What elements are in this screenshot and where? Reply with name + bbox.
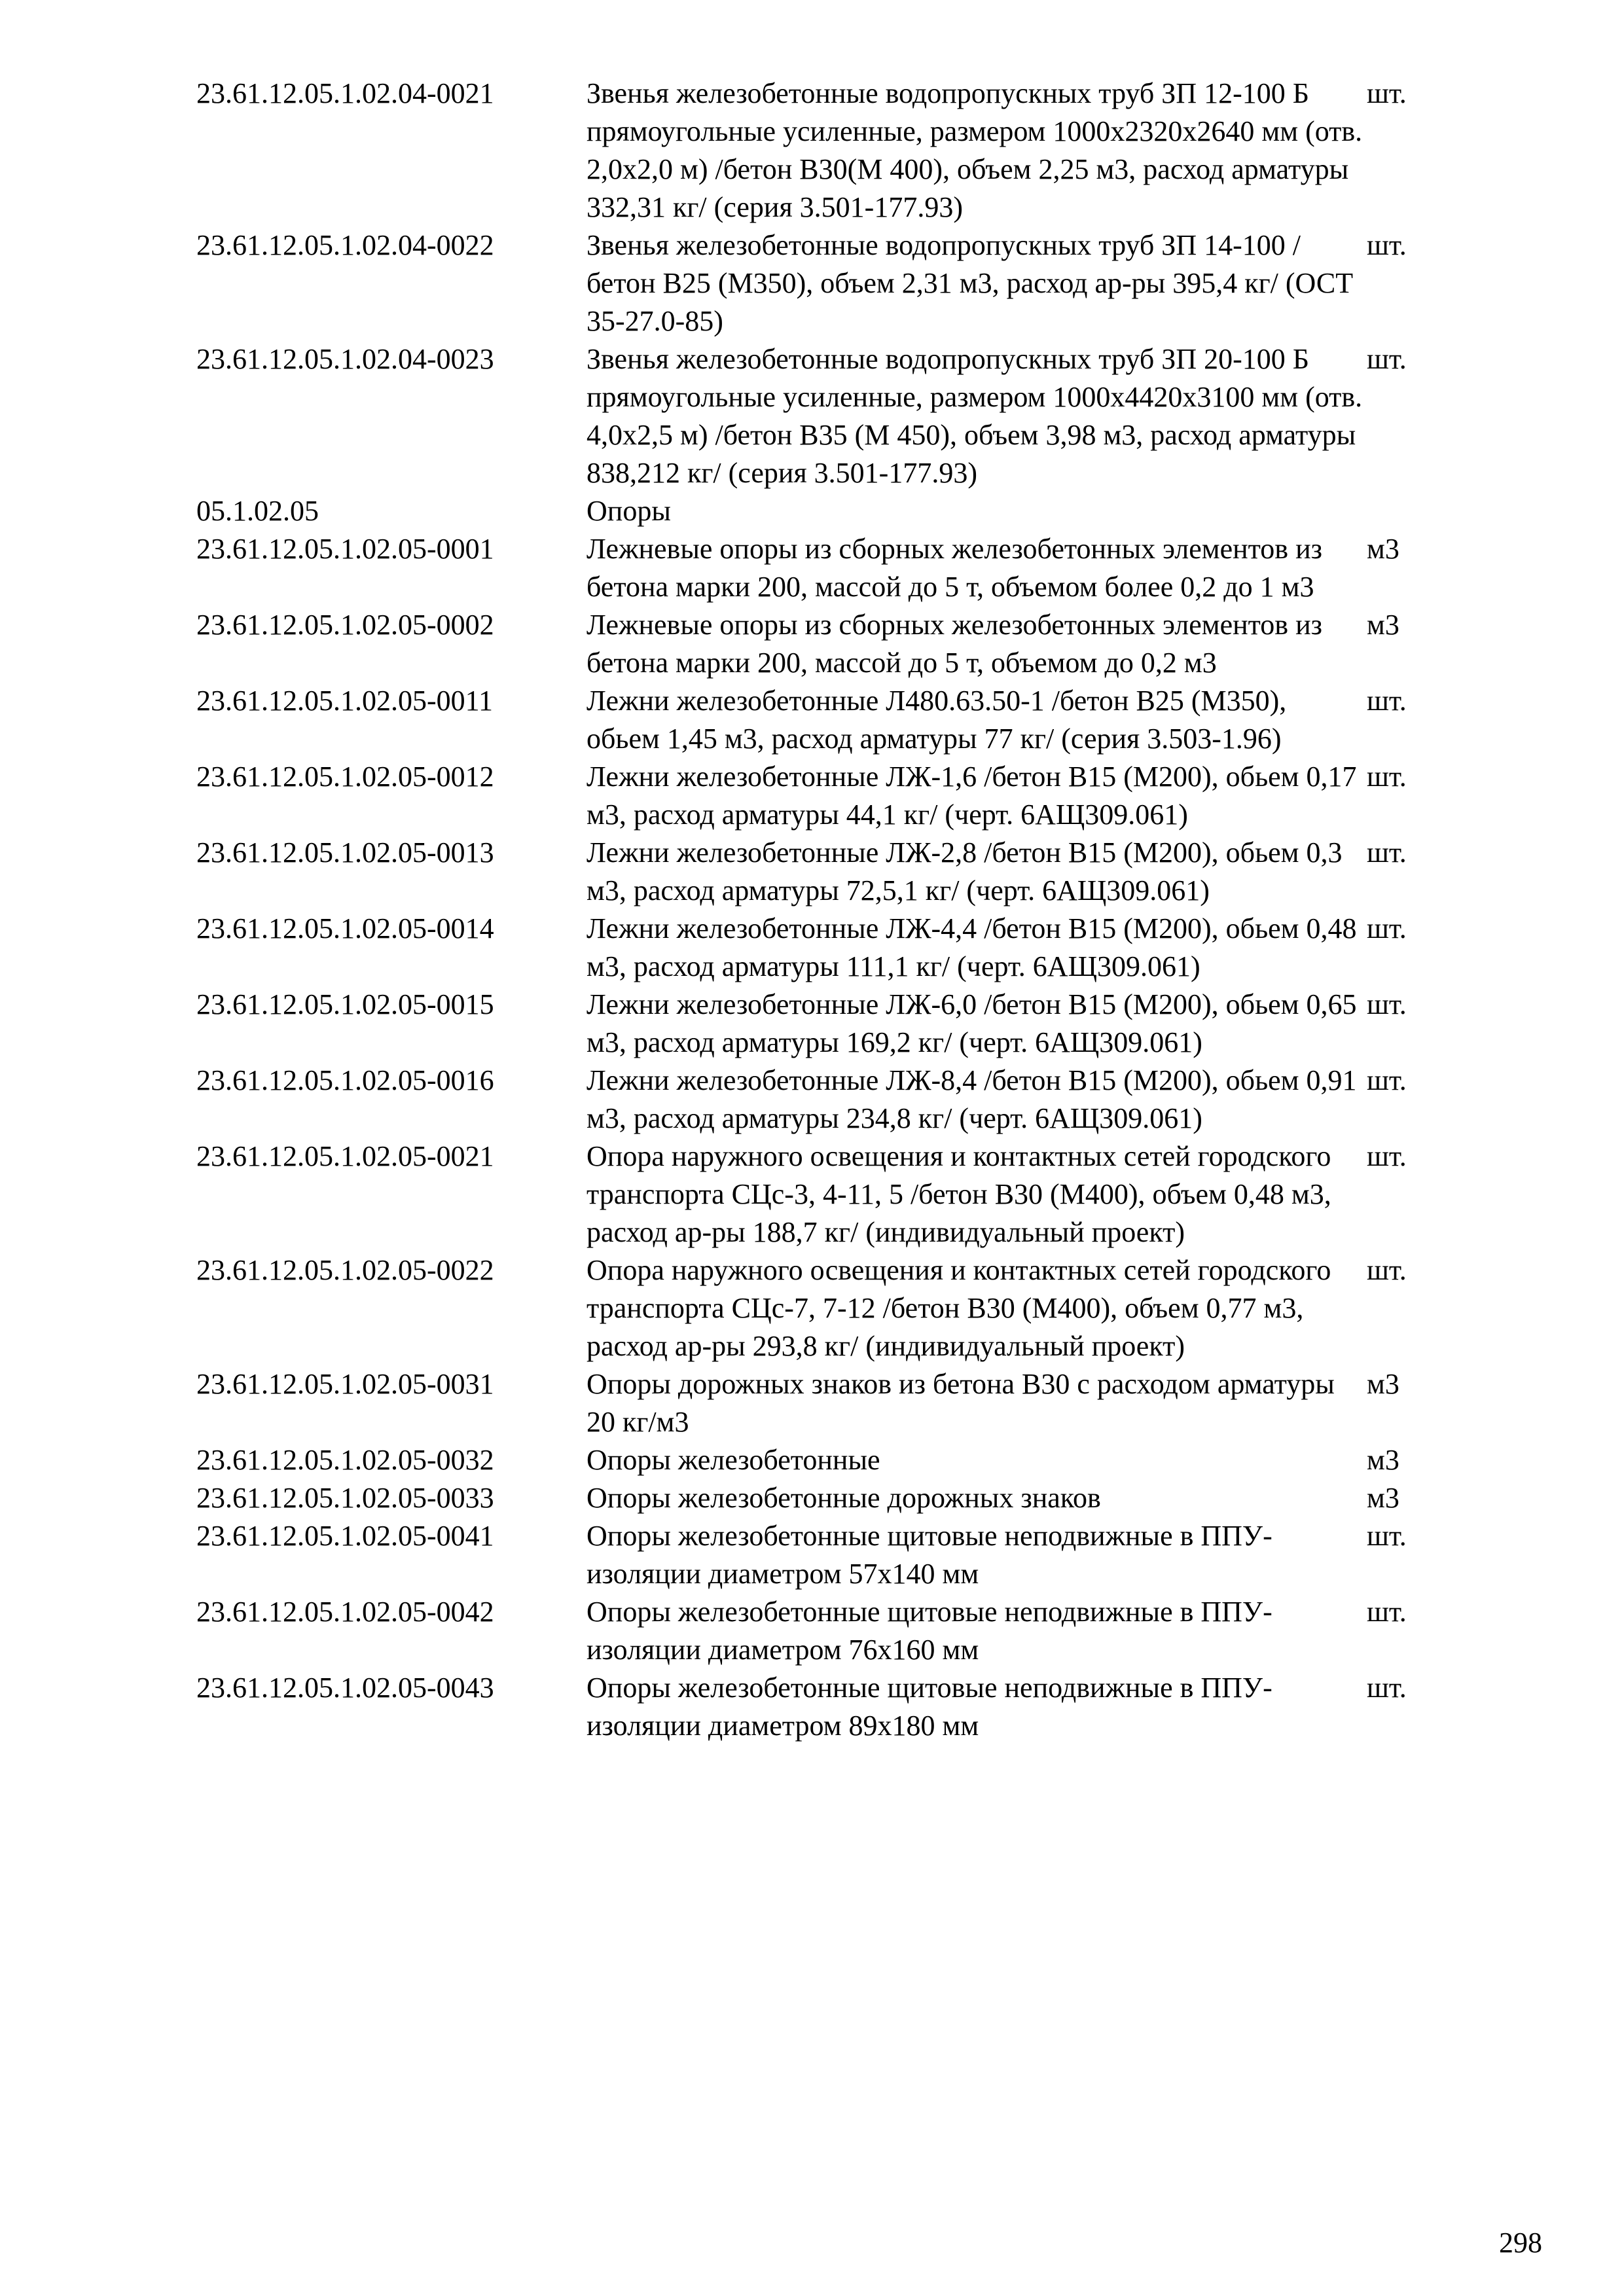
item-code: 23.61.12.05.1.02.05-0031 [196, 1368, 494, 1400]
page-number: 298 [1499, 2227, 1542, 2259]
table-row [196, 75, 1440, 226]
item-description: Лежневые опоры из сборных железобетонных элементов из бетона марки 200, массой до 5 т, объемом до 0,2 м3 [586, 609, 1322, 679]
item-code: 23.61.12.05.1.02.04-0022 [196, 229, 494, 261]
table-row [196, 606, 1440, 682]
item-unit: шт. [1367, 1254, 1407, 1286]
table-row [196, 834, 1440, 910]
item-unit: шт. [1367, 1140, 1407, 1172]
table-row [196, 1062, 1440, 1138]
table-row [196, 682, 1440, 758]
item-code: 23.61.12.05.1.02.04-0023 [196, 343, 494, 375]
item-code: 23.61.12.05.1.02.05-0041 [196, 1520, 494, 1552]
item-code: 23.61.12.05.1.02.05-0042 [196, 1596, 494, 1628]
item-code: 23.61.12.05.1.02.05-0015 [196, 988, 494, 1020]
table-row [196, 1251, 1440, 1365]
item-code: 23.61.12.05.1.02.05-0013 [196, 836, 494, 869]
item-unit: м3 [1367, 1368, 1399, 1400]
section-heading-row [196, 492, 1440, 530]
item-code: 23.61.12.05.1.02.05-0043 [196, 1672, 494, 1704]
item-code: 23.61.12.05.1.02.05-0032 [196, 1444, 494, 1476]
table-row [196, 226, 1440, 340]
item-description: Звенья железобетонные водопропускных труб ЗП 14-100 /бетон В25 (М350), объем 2,31 м3, расход ар-ры 395,4 кг/ (ОСТ 35-27.0-85) [586, 229, 1354, 337]
table-row [196, 758, 1440, 834]
item-description: Звенья железобетонные водопропускных труб ЗП 20-100 Б прямоугольные усиленные, размером 1000x4420x3100 мм (отв. 4,0x2,5 м) /бетон В35 (М 450), объем 3,98 м3, расход арматуры 838,212 кг/ (серия 3.501-177.93) [586, 343, 1363, 489]
item-unit: шт. [1367, 229, 1407, 261]
item-code: 23.61.12.05.1.02.05-0001 [196, 533, 494, 565]
item-description: Лежни железобетонные ЛЖ-1,6 /бетон В15 (М200), обьем 0,17 м3, расход арматуры 44,1 кг/ (черт. 6АЩ309.061) [586, 761, 1357, 831]
item-unit: м3 [1367, 1444, 1399, 1476]
item-code: 23.61.12.05.1.02.05-0011 [196, 685, 494, 717]
table-row [196, 1441, 1440, 1479]
item-code: 23.61.12.05.1.02.05-0033 [196, 1482, 494, 1514]
item-unit: шт. [1367, 912, 1407, 944]
item-code: 23.61.12.05.1.02.05-0022 [196, 1254, 494, 1286]
item-unit: шт. [1367, 685, 1407, 717]
item-code: 23.61.12.05.1.02.05-0014 [196, 912, 494, 944]
table-row [196, 1479, 1440, 1517]
table-row [196, 1138, 1440, 1251]
table-row [196, 1669, 1440, 1745]
item-unit: шт. [1367, 836, 1407, 869]
item-code: 23.61.12.05.1.02.05-0016 [196, 1064, 494, 1096]
item-description: Лежни железобетонные ЛЖ-6,0 /бетон В15 (М200), обьем 0,65 м3, расход арматуры 169,2 кг/ (черт. 6АЩ309.061) [586, 988, 1357, 1058]
table-row [196, 986, 1440, 1062]
item-unit: м3 [1367, 609, 1399, 641]
item-unit: м3 [1367, 1482, 1399, 1514]
item-description: Опоры железобетонные [586, 1444, 880, 1476]
item-description: Опоры железобетонные щитовые неподвижные в ППУ-изоляции диаметром 89x180 мм [586, 1672, 1272, 1742]
section-title: Опоры [586, 495, 671, 527]
item-unit: шт. [1367, 1596, 1407, 1628]
item-code: 23.61.12.05.1.02.04-0021 [196, 77, 494, 109]
item-unit: шт. [1367, 761, 1407, 793]
table-row [196, 340, 1440, 492]
table-row [196, 1593, 1440, 1669]
table-row [196, 1365, 1440, 1441]
item-code: 23.61.12.05.1.02.05-0012 [196, 761, 494, 793]
item-unit: шт. [1367, 343, 1407, 375]
price-list-table [196, 75, 1440, 1745]
item-description: Опоры железобетонные дорожных знаков [586, 1482, 1101, 1514]
table-row [196, 910, 1440, 986]
item-description: Опоры железобетонные щитовые неподвижные в ППУ-изоляции диаметром 57x140 мм [586, 1520, 1272, 1590]
table-row [196, 1517, 1440, 1593]
item-description: Опоры дорожных знаков из бетона В30 с расходом арматуры 20 кг/м3 [586, 1368, 1335, 1438]
table-row [196, 530, 1440, 606]
item-unit: м3 [1367, 533, 1399, 565]
item-description: Лежни железобетонные ЛЖ-8,4 /бетон В15 (М200), обьем 0,91 м3, расход арматуры 234,8 кг/ (черт. 6АЩ309.061) [586, 1064, 1357, 1134]
item-description: Лежневые опоры из сборных железобетонных элементов из бетона марки 200, массой до 5 т, объемом более 0,2 до 1 м3 [586, 533, 1322, 603]
item-description: Опора наружного освещения и контактных сетей городского транспорта СЦс-3, 4-11, 5 /бетон В30 (М400), объем 0,48 м3, расход ар-ры 188,7 кг/ (индивидуальный проект) [586, 1140, 1331, 1248]
item-description: Лежни железобетонные Л480.63.50-1 /бетон В25 (М350), обьем 1,45 м3, расход арматуры 77 кг/ (серия 3.503-1.96) [586, 685, 1287, 755]
item-description: Опора наружного освещения и контактных сетей городского транспорта СЦс-7, 7-12 /бетон В30 (М400), объем 0,77 м3, расход ар-ры 293,8 кг/ (индивидуальный проект) [586, 1254, 1331, 1362]
item-description: Лежни железобетонные ЛЖ-4,4 /бетон В15 (М200), обьем 0,48 м3, расход арматуры 111,1 кг/ (черт. 6АЩ309.061) [586, 912, 1357, 982]
item-unit: шт. [1367, 988, 1407, 1020]
item-description: Звенья железобетонные водопропускных труб ЗП 12-100 Б прямоугольные усиленные, размером 1000x2320x2640 мм (отв. 2,0x2,0 м) /бетон В30(М 400), объем 2,25 м3, расход арматуры 332,31 кг/ (серия 3.501-177.93) [586, 77, 1363, 223]
item-unit: шт. [1367, 1672, 1407, 1704]
item-unit: шт. [1367, 1064, 1407, 1096]
item-code: 23.61.12.05.1.02.05-0021 [196, 1140, 494, 1172]
item-code: 23.61.12.05.1.02.05-0002 [196, 609, 494, 641]
item-unit: шт. [1367, 1520, 1407, 1552]
item-description: Лежни железобетонные ЛЖ-2,8 /бетон В15 (М200), обьем 0,3 м3, расход арматуры 72,5,1 кг/ (черт. 6АЩ309.061) [586, 836, 1343, 906]
item-description: Опоры железобетонные щитовые неподвижные в ППУ-изоляции диаметром 76x160 мм [586, 1596, 1272, 1666]
section-code: 05.1.02.05 [196, 495, 319, 527]
item-unit: шт. [1367, 77, 1407, 109]
